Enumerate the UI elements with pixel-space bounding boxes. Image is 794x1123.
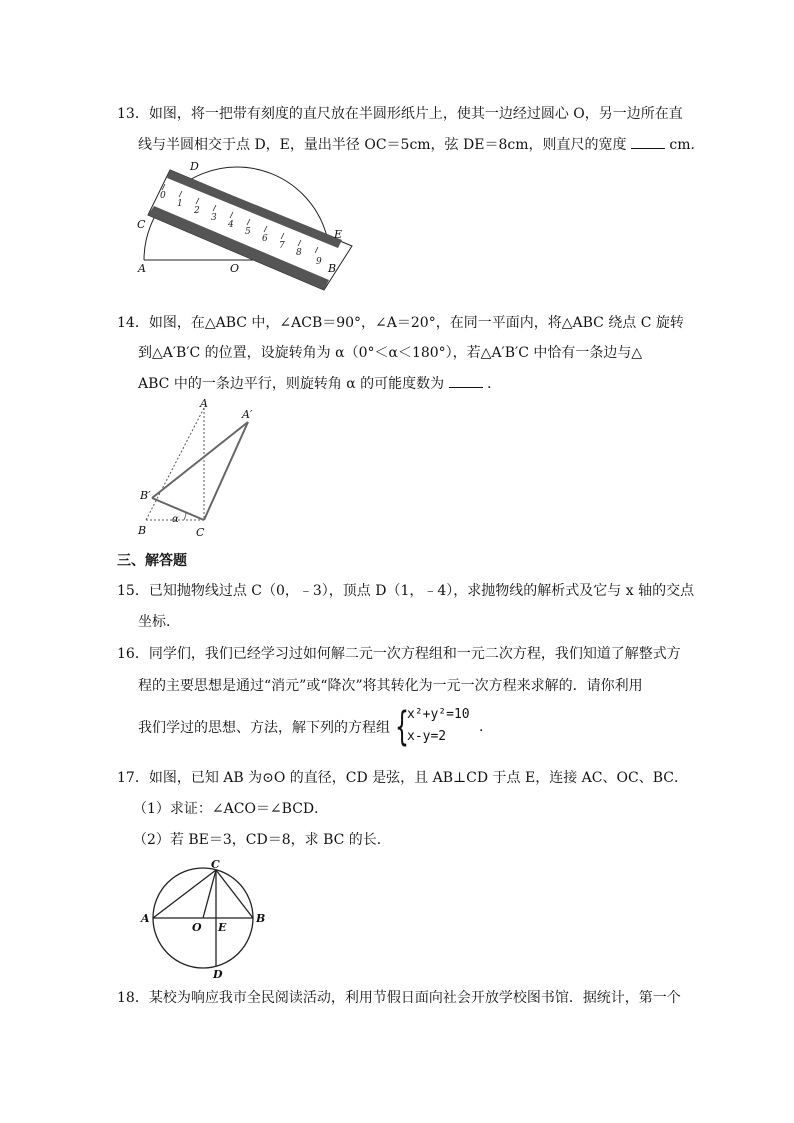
- angle-alpha-arc: [184, 512, 186, 520]
- q18-line1: 18．某校为响应我市全民阅读活动，利用节假日面向社会开放学校图书馆．据统计，第一个: [117, 990, 681, 1006]
- q15-line1: 15．已知抛物线过点 C（0，﹣3），顶点 D（1，﹣4），求抛物线的解析式及它与 x 轴的交点: [117, 583, 695, 599]
- q13-line2: [138, 135, 705, 155]
- q14-label-B: B: [138, 524, 147, 537]
- q14-label-C: C: [196, 526, 205, 539]
- ruler-tick-1: 1: [177, 199, 183, 209]
- ruler-tick-5: 5: [245, 227, 251, 237]
- q14-label-A: A: [200, 398, 208, 410]
- q17-label-B: B: [256, 912, 266, 925]
- q13-answer-blank: [631, 136, 665, 149]
- q17-label-D: D: [213, 968, 223, 978]
- q14-line3: [138, 374, 501, 394]
- segment-AC: [153, 870, 216, 918]
- ruler-tick-4: 4: [228, 220, 234, 230]
- q14-line2: 到△A′B′C 的位置，设旋转角为 α（0°＜α＜180°），若△A′B′C 中恰有一条边与△: [138, 345, 643, 361]
- q14-label-A-prime: A′: [242, 408, 253, 421]
- q13-line1: 13．如图，将一把带有刻度的直尺放在半圆形纸片上，使其一边经过圆心 O，另一边所在直: [117, 106, 683, 122]
- section-heading: 三、解答题: [117, 553, 187, 569]
- q13-figure: [134, 160, 364, 300]
- equation-system: [395, 705, 505, 749]
- q14-figure: [134, 398, 274, 540]
- q17-line1: 17．如图，已知 AB 为⊙O 的直径，CD 是弦，且 AB⊥CD 于点 E，连接 AC、OC、BC．: [117, 770, 688, 786]
- q13-label-O: O: [230, 262, 240, 275]
- q17-label-E: E: [218, 921, 227, 934]
- q17-label-A: A: [141, 912, 150, 925]
- equation-2: x-y=2: [407, 729, 447, 744]
- q14-line3-end: ．: [487, 376, 502, 392]
- q14-label-B-prime: B′: [140, 489, 151, 502]
- ruler-tick-3: 3: [211, 213, 217, 223]
- q14-label-alpha: α: [172, 514, 179, 525]
- q14-line3-text: ABC 中的一条边平行，则旋转角 α 的可能度数为: [138, 376, 445, 392]
- q17-label-C: C: [211, 858, 220, 871]
- segment-OC: [203, 870, 216, 918]
- ruler-tick-9: 9: [316, 257, 322, 267]
- equation-1: x²+y²=10: [407, 707, 470, 722]
- ruler-tick-7: 7: [279, 241, 285, 251]
- system-brace: {: [395, 704, 409, 750]
- q17-part1: （1）求证：∠ACO＝∠BCD．: [133, 801, 329, 817]
- q14-line1: 14．如图，在△ABC 中，∠ACB＝90°，∠A＝20°，在同一平面内，将△ABC 绕点 C 旋转: [117, 315, 684, 331]
- q13-label-C: C: [137, 218, 146, 231]
- q13-label-D: D: [190, 160, 199, 173]
- q17-part2: （2）若 BE＝3，CD＝8，求 BC 的长．: [133, 832, 391, 848]
- q17-figure: [138, 858, 268, 978]
- ruler-tick-8: 8: [296, 248, 302, 258]
- q16-line3-end: .: [479, 719, 484, 735]
- ruler-tick-0: 0: [160, 191, 166, 201]
- q13-line2-end: cm．: [669, 137, 705, 153]
- ruler-tick-2: 2: [194, 206, 200, 216]
- side-A2B2: [152, 422, 248, 498]
- side-A2C: [204, 422, 248, 520]
- q13-label-E: E: [334, 228, 343, 241]
- q13-label-B: B: [328, 262, 337, 275]
- q13-label-A: A: [138, 262, 146, 275]
- q17-label-O: O: [192, 921, 202, 934]
- q16-line1: 16．同学们，我们已经学习过如何解二元一次方程组和一元二次方程，我们知道了解整式方: [117, 646, 681, 662]
- q16-line3: 我们学过的思想、方法，解下列的方程组: [138, 720, 390, 736]
- q16-line2: 程的主要思想是通过“消元”或“降次”将其转化为一元一次方程来求解的．请你利用: [138, 678, 643, 694]
- q14-answer-blank: [449, 375, 483, 388]
- q15-line2: 坐标．: [138, 614, 180, 630]
- ruler-tick-6: 6: [262, 234, 268, 244]
- q13-line2-text: 线与半圆相交于点 D，E，量出半径 OC＝5cm，弦 DE＝8cm，则直尺的宽度: [138, 137, 627, 153]
